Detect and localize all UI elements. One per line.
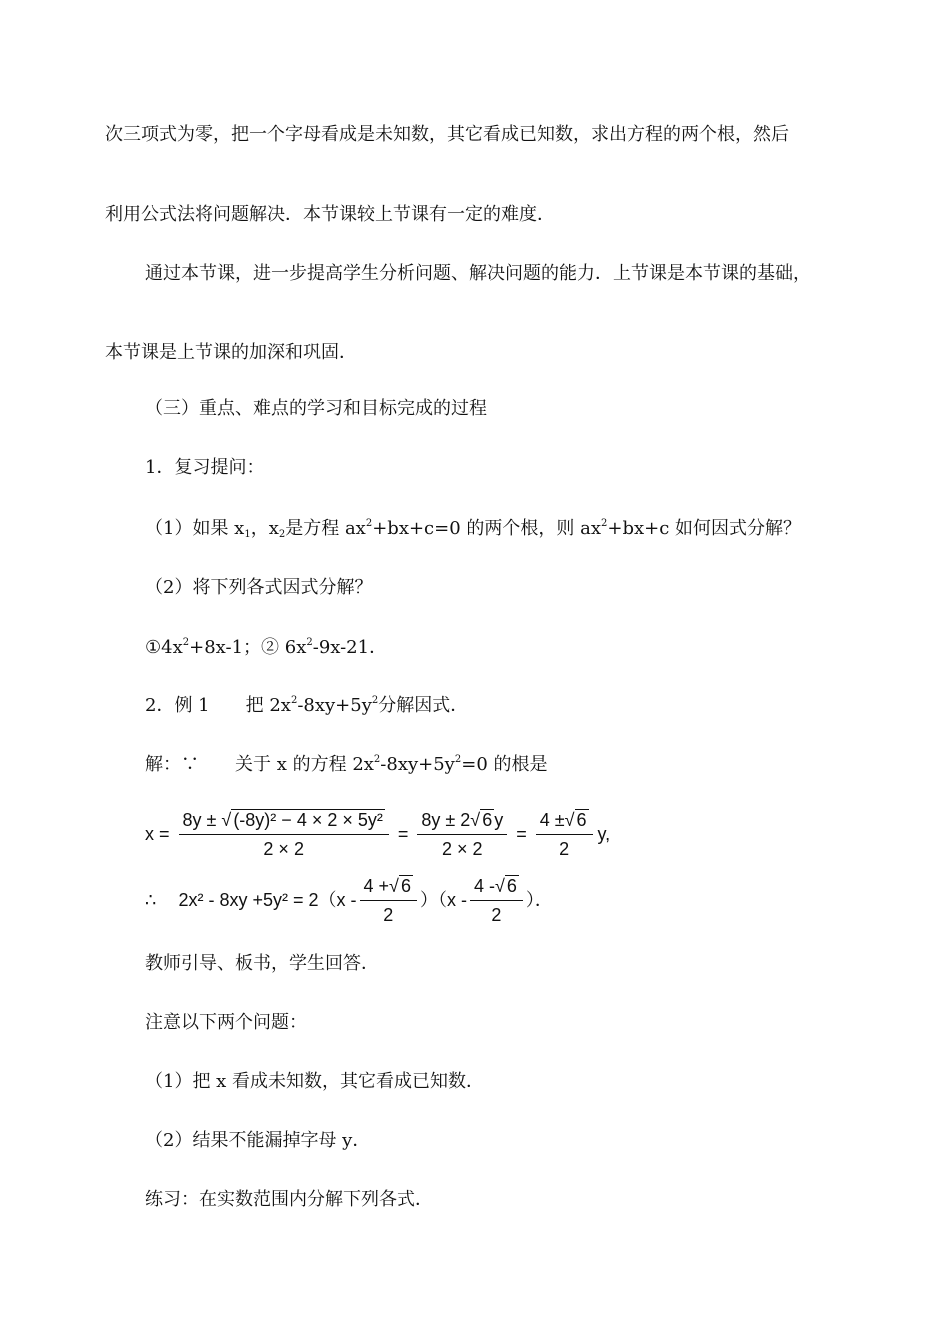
teacher-note: 教师引导、板书，学生回答．	[145, 953, 379, 974]
fraction: $\frac{\text{8y ± √ (-8y)² − 4 × 2 × 5y²}}{2 \times 2}$	[179, 808, 389, 861]
fraction: $\frac{4 -√ 6}{2}$	[470, 874, 523, 927]
sqrt-symbol: √	[389, 875, 399, 896]
practice-heading: 练习：在实数范围内分解下列各式．	[145, 1189, 433, 1210]
fraction: $\frac{8y \pm 2√ 6 y}{2 \times 2}$	[417, 808, 507, 861]
review-question-2: （2）将下列各式因式分解？	[145, 577, 373, 598]
sqrt-symbol: √	[494, 875, 505, 896]
notice-item-1: （1）把 x 看成未知数，其它看成已知数．	[145, 1071, 485, 1092]
review-exercises: $①4x^2+8x-1$；② $6x^2-9x-21$．	[145, 637, 388, 658]
section-heading: （三）重点、难点的学习和目标完成的过程	[145, 398, 487, 419]
paragraph-line: 利用公式法将问题解决．本节课较上节课有一定的难度．	[105, 204, 555, 225]
sqrt-symbol: √	[564, 809, 575, 830]
notice-item-2: （2）结果不能漏掉字母 y．	[145, 1130, 371, 1151]
fraction: $\frac{4 \pm√ 6}{2}$	[536, 808, 593, 861]
paragraph-line: 本节课是上节课的加深和巩固．	[105, 342, 357, 363]
review-title: 1．复习提问：	[145, 457, 265, 478]
notice-heading: 注意以下两个问题：	[145, 1012, 307, 1033]
paragraph-line: 次三项式为零，把一个字母看成是未知数，其它看成已知数，求出方程的两个根，然后	[105, 124, 789, 145]
review-question-1: （1）如果 $x_1$，$x_2$是方程 $ax^2+bx+c=0$ 的两个根，则 $ax^2+bx+c$ 如何因式分解？	[145, 518, 802, 540]
formula-factorization: ∴ 2x² - 8xy +5y² = 2（x - $\frac{4 +√ 6}{2}$ ）（x - $\frac{4 -√ 6}{2}$ ）．	[145, 875, 553, 925]
formula-roots: x = $\frac{\text{8y ± √ (-8y)² − 4 × 2 × 5y²}}{2 \times 2}$ = $\frac{8y \pm 2√ 6 y}{2 \times 2}$ = $\frac{4 \pm√ 6}{2}$ y,	[145, 809, 611, 859]
fraction: $\frac{4 +√ 6}{2}$	[360, 874, 417, 927]
formula-lhs: x =	[145, 824, 170, 844]
solution-intro: 解：∵ 关于 x 的方程 $2x^2-8xy+5y^2=0$ 的根是	[145, 754, 548, 775]
sqrt-symbol: √	[470, 809, 481, 830]
sqrt-symbol: √	[221, 809, 232, 830]
paragraph-line: 通过本节课，进一步提高学生分析问题、解决问题的能力．上节课是本节课的基础，	[145, 263, 811, 284]
example-title: 2．例 1 把 $2x^2-8xy+5y^2$分解因式．	[145, 695, 469, 716]
